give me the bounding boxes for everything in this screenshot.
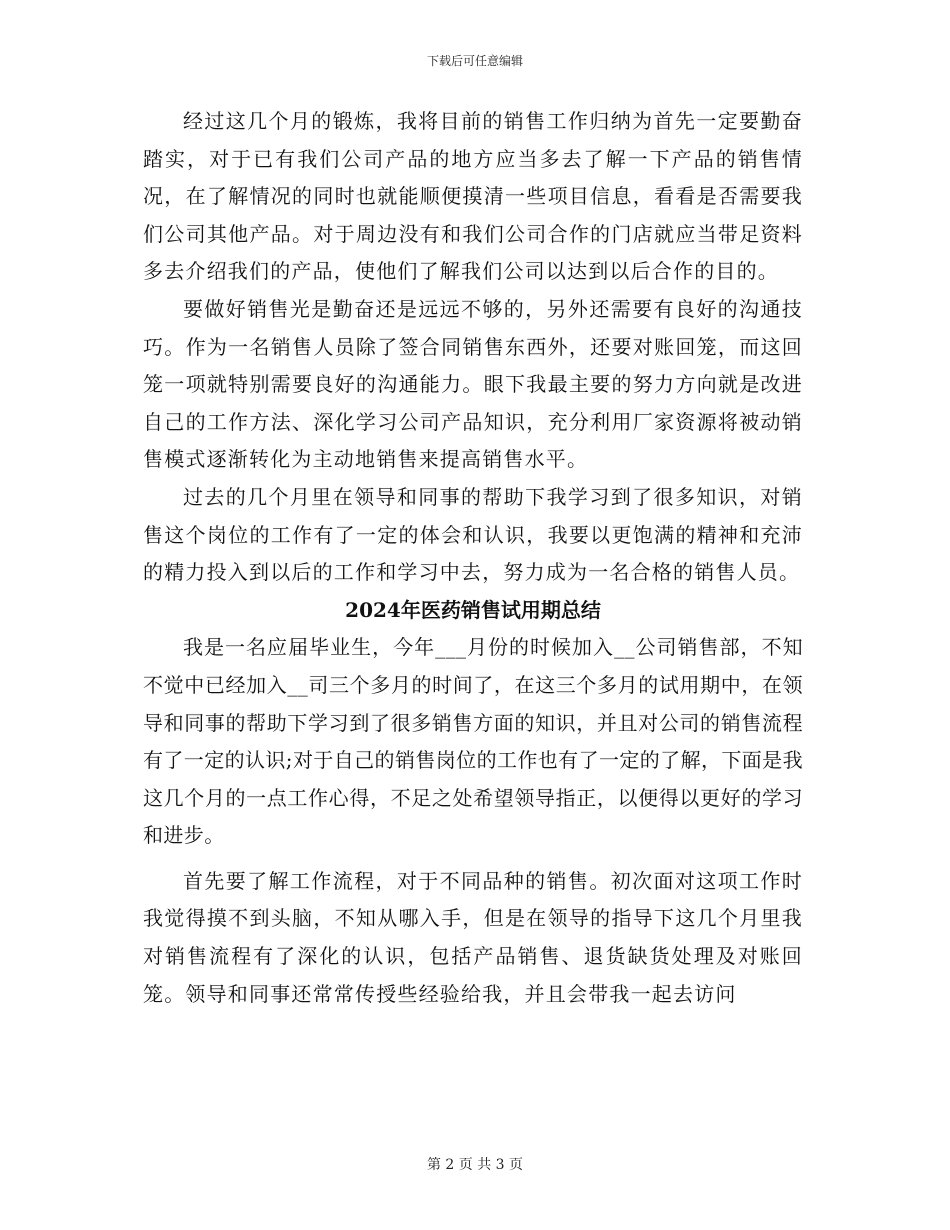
page-header: 下载后可任意编辑 [426, 54, 523, 68]
paragraph-summary-goals: 过去的几个月里在领导和同事的帮助下我学习到了很多知识，对销售这个岗位的工作有了一定的体会和认识，我要以更饱满的精神和充沛的精力投入到以后的工作和学习中去，努力成为一名合格的销售人员。 [143, 484, 803, 585]
page-number: 第 2 页 共 3 页 [426, 1157, 524, 1173]
paragraph-workflow: 首先要了解工作流程，对于不同品种的销售。初次面对这项工作时我觉得摸不到头脑，不知从哪入手，但是在领导的指导下这几个月里我对销售流程有了深化的认识，包括产品销售、退货缺货处理及对账回笼。领导和同事还常常传授些经验给我，并且会带我一起去访问 [143, 868, 803, 1006]
paragraph-introduction: 我是一名应届毕业生，今年___月份的时候加入__公司销售部，不知不觉中已经加入__司三个多月的时间了，在这三个多月的试用期中，在领导和同事的帮助下学习到了很多销售方面的知识，并且对公司的销售流程有了一定的认识;对于自己的销售岗位的工作也有了一定的了解，下面是我这几个月的一点工作心得，不足之处希望领导指正，以便得以更好的学习和进步。 [143, 635, 803, 848]
paragraph-sales-experience: 经过这几个月的锻炼，我将目前的销售工作归纳为首先一定要勤奋踏实，对于已有我们公司产品的地方应当多去了解一下产品的销售情况，在了解情况的同时也就能顺便摸清一些项目信息，看看是否需要我们公司其他产品。对于周边没有和我们公司合作的门店就应当带足资料多去介绍我们的产品，使他们了解我们公司以达到以后合作的目的。 [143, 109, 803, 284]
document-body [143, 103, 803, 1013]
paragraph-communication-skills: 要做好销售光是勤奋还是远远不够的，另外还需要有良好的沟通技巧。作为一名销售人员除了签合同销售东西外，还要对账回笼，而这回笼一项就特别需要良好的沟通能力。眼下我最主要的努力方向就是改进自己的工作方法、深化学习公司产品知识，充分利用厂家资源将被动销售模式逐渐转化为主动地销售来提高销售水平。 [143, 296, 803, 472]
section-heading: 2024年医药销售试用期总结 [345, 597, 601, 622]
